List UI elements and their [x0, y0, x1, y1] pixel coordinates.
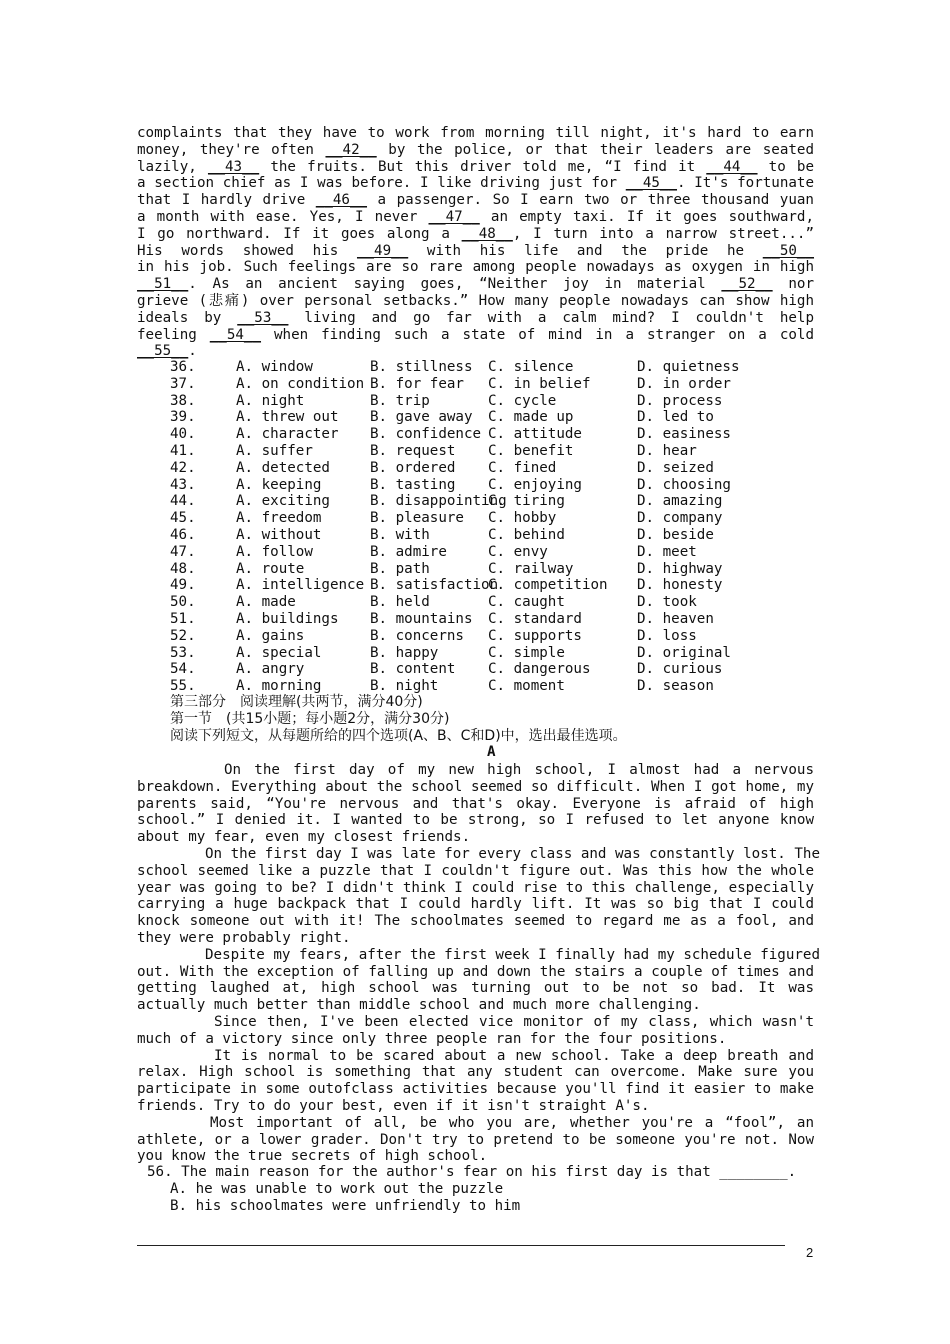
option-choice-d: D. quietness: [637, 359, 740, 375]
option-choice-a: A. intelligence: [236, 577, 365, 594]
option-number: 50.: [170, 594, 196, 611]
option-choice-d: D. season: [637, 678, 714, 695]
cloze-text: grieve (悲痛) over personal setbacks.” How many people nowadays can show high: [137, 293, 814, 309]
option-choice-a: A. without: [236, 527, 322, 543]
option-number: 41.: [170, 443, 196, 459]
option-choice-c: C. tiring: [488, 493, 565, 510]
option-choice-d: D. process: [637, 392, 723, 409]
option-choice-a: A. route: [236, 560, 305, 577]
passage-line: school.” I denied it. I wanted to be strong, so I refused to let anyone know: [137, 812, 814, 829]
option-number: 52.: [170, 627, 196, 644]
option-choice-b: B. admire: [370, 543, 447, 560]
option-choice-d: D. beside: [637, 527, 714, 543]
option-choice-c: C. in belief: [488, 375, 591, 392]
cloze-line: [137, 142, 814, 159]
cloze-line: [137, 192, 814, 209]
cloze-text: living and go far with a calm mind? I couldn't help: [288, 309, 814, 326]
option-number: 48.: [170, 560, 196, 577]
passage-line: It is normal to be scared about a new school. Take a deep breath and: [214, 1047, 814, 1064]
option-choice-d: D. in order: [637, 375, 731, 392]
option-choice-d: D. took: [637, 594, 697, 611]
option-choice-b: B. mountains: [370, 611, 473, 627]
option-choice-c: C. benefit: [488, 443, 574, 459]
cloze-text: that I hardly drive: [137, 192, 316, 209]
option-choice-b: B. pleasure: [370, 510, 464, 527]
option-choice-b: B. with: [370, 527, 430, 543]
option-choice-c: C. attitude: [488, 426, 582, 443]
cloze-blank: __45__: [625, 175, 678, 192]
option-choice-b: B. request: [370, 443, 456, 459]
option-number: 46.: [170, 527, 196, 543]
option-choice-d: D. meet: [637, 543, 697, 560]
cloze-blank: __47__: [428, 209, 480, 225]
cloze-text: lazily,: [137, 158, 208, 175]
passage-line: friends. Try to do your best, even if it isn't straight A's.: [137, 1098, 650, 1114]
passage-line: they were probably right.: [137, 930, 351, 946]
option-choice-a: A. gains: [236, 627, 305, 644]
option-number: 39.: [170, 409, 196, 426]
cloze-text: a month with ease. Yes, I never: [137, 209, 429, 225]
option-choice-d: D. led to: [637, 409, 714, 426]
passage-line: knock someone out with it! The schoolmates seemed to regard me as a fool, and: [137, 913, 814, 930]
option-choice-a: A. keeping: [236, 476, 322, 493]
option-choice-a: A. on condition: [236, 375, 365, 392]
option-choice-a: A. suffer: [236, 443, 313, 459]
cloze-blank: __43__: [207, 158, 260, 175]
option-choice-b: B. path: [370, 560, 430, 577]
cloze-text: feeling: [137, 326, 210, 343]
option-choice-a: A. exciting: [236, 493, 330, 510]
footer-divider: [137, 1245, 785, 1246]
cloze-blank: __53__: [237, 309, 289, 326]
page-number: 2: [806, 1245, 814, 1260]
cloze-text: a passenger. So I earn two or three thousand yuan: [367, 192, 814, 209]
option-choice-c: C. hobby: [488, 510, 557, 527]
option-number: 53.: [170, 644, 196, 661]
cloze-text: nor: [772, 276, 814, 293]
option-number: 45.: [170, 510, 196, 527]
option-choice-c: C. caught: [488, 594, 565, 611]
cloze-text: I go northward. If it goes along a: [137, 225, 462, 242]
passage-line: athlete, or a lower grader. Don't try to pretend to be someone you're not. Now: [137, 1131, 814, 1148]
cloze-line: [137, 343, 197, 360]
option-number: 54.: [170, 661, 196, 678]
option-choice-c: C. dangerous: [488, 661, 591, 678]
cloze-line: [137, 175, 814, 192]
cloze-line: [137, 226, 814, 243]
cloze-line: [137, 293, 814, 310]
option-choice-a: A. angry: [236, 661, 305, 678]
instruction-text: 阅读下列短文，从每题所给的四个选项(A、B、C和D)中，选出最佳选项。: [170, 728, 627, 744]
option-choice-d: D. easiness: [637, 426, 731, 443]
passage-line: actually much better than middle school and much more challenging.: [137, 997, 701, 1014]
option-choice-b: B. concerns: [370, 627, 464, 644]
option-choice-a: A. freedom: [236, 510, 322, 527]
cloze-line: [137, 327, 814, 344]
option-choice-a: A. character: [236, 426, 339, 443]
cloze-text: when finding such a state of mind in a stranger on a cold: [261, 326, 814, 343]
option-number: 38.: [170, 392, 196, 409]
cloze-text: complaints that they have to work from morning till night, it's hard to earn: [137, 125, 814, 141]
cloze-text: with his life and the pride he: [408, 242, 763, 259]
cloze-line: [137, 243, 814, 260]
cloze-blank: __44__: [706, 158, 758, 175]
passage-line: school seemed like a puzzle that I couldn't figure out. Was this how the whole: [137, 862, 814, 879]
question-option-a: A. he was unable to work out the puzzle: [170, 1181, 504, 1197]
option-choice-a: A. morning: [236, 678, 322, 695]
option-choice-b: B. satisfaction: [370, 577, 499, 594]
cloze-line: [137, 259, 814, 276]
cloze-blank: __49__: [356, 242, 409, 259]
option-choice-d: D. hear: [637, 443, 697, 459]
cloze-blank: __48__: [461, 225, 513, 242]
option-choice-a: A. special: [236, 644, 322, 661]
option-choice-c: C. supports: [488, 627, 582, 644]
option-number: 49.: [170, 577, 196, 594]
option-choice-a: A. threw out: [236, 409, 339, 426]
cloze-blank: __42__: [325, 141, 377, 158]
passage-line: On the first day I was late for every class and was constantly lost. The: [205, 846, 820, 862]
cloze-text: an empty taxi. If it goes southward,: [479, 209, 814, 225]
option-choice-d: D. curious: [637, 661, 723, 678]
cloze-text: , I turn into a narrow street...”: [512, 225, 814, 242]
cloze-text: a section chief as I was before. I like driving just for: [137, 175, 626, 192]
option-choice-c: C. envy: [488, 543, 548, 560]
passage-line: year was going to be? I didn't think I could rise to this challenge, especially: [137, 879, 814, 896]
option-choice-b: B. night: [370, 678, 439, 695]
option-number: 51.: [170, 611, 196, 627]
passage-label: A: [487, 744, 496, 760]
cloze-line: [137, 159, 814, 176]
passage-line: participate in some outofclass activities because you'll find it easier to make: [137, 1081, 814, 1098]
passage-line: breakdown. Everything about the school seemed so difficult. When I got home, my: [137, 778, 814, 795]
passage-line: Most important of all, be who you are, whether you're a “fool”, an: [210, 1114, 814, 1131]
cloze-text: to be: [757, 158, 814, 175]
question-stem: 56. The main reason for the author's fear on his first day is that ________.: [147, 1164, 797, 1180]
option-choice-c: C. cycle: [488, 392, 557, 409]
passage-line: out. With the exception of falling up and down the stairs a couple of times and: [137, 963, 814, 980]
option-choice-d: D. amazing: [637, 493, 723, 510]
option-choice-d: D. heaven: [637, 611, 714, 627]
option-choice-b: B. for fear: [370, 375, 464, 392]
cloze-text: .: [188, 343, 197, 360]
cloze-blank: __46__: [315, 192, 368, 209]
option-choice-b: B. trip: [370, 392, 430, 409]
cloze-line: [137, 125, 814, 142]
option-choice-d: D. highway: [637, 560, 723, 577]
cloze-line: [137, 276, 814, 293]
subsection-heading: 第一节 (共15小题；每小题2分，满分30分): [170, 711, 450, 727]
option-choice-d: D. original: [637, 644, 731, 661]
option-choice-c: C. moment: [488, 678, 565, 695]
passage-line: carrying a huge backpack that I could hardly lift. It was so big that I could: [137, 896, 814, 913]
option-choice-b: B. confidence: [370, 426, 482, 443]
option-choice-d: D. loss: [637, 627, 697, 644]
cloze-blank: __55__: [137, 343, 189, 360]
option-choice-c: C. standard: [488, 611, 582, 627]
option-choice-a: A. window: [236, 359, 313, 375]
passage-line: about my fear, even my closest friends.: [137, 829, 471, 846]
cloze-line: [137, 209, 814, 226]
cloze-text: ideals by: [137, 309, 238, 326]
option-number: 42.: [170, 459, 196, 476]
option-choice-c: C. railway: [488, 560, 574, 577]
cloze-blank: __51__: [137, 276, 189, 293]
cloze-text: . It's fortunate: [677, 175, 814, 192]
cloze-blank: __52__: [721, 276, 773, 293]
option-choice-a: A. detected: [236, 459, 330, 476]
option-choice-b: B. tasting: [370, 476, 456, 493]
cloze-text: in his job. Such feelings are so rare among people nowadays as oxygen in high: [137, 259, 814, 276]
option-choice-c: C. enjoying: [488, 476, 582, 493]
option-choice-b: B. held: [370, 594, 430, 611]
option-number: 47.: [170, 543, 196, 560]
passage-line: getting laughed at, high school was turning out to be not so bad. It was: [137, 980, 814, 997]
section-heading: 第三部分 阅读理解(共两节，满分40分): [170, 694, 423, 710]
passage-line: On the first day of my new high school, I almost had a nervous: [224, 762, 814, 778]
option-choice-c: C. simple: [488, 644, 565, 661]
passage-line: much of a victory since only three people ran for the four positions.: [137, 1030, 727, 1047]
cloze-text: the fruits. But this driver told me, “I find it: [259, 158, 707, 175]
cloze-blank: __50__: [762, 242, 814, 259]
passage-line: Since then, I've been elected vice monitor of my class, which wasn't: [214, 1014, 814, 1030]
option-choice-a: A. made: [236, 594, 296, 611]
passage-line: you know the true secrets of high school.: [137, 1148, 488, 1165]
option-number: 44.: [170, 493, 196, 510]
option-choice-c: C. behind: [488, 527, 565, 543]
option-number: 40.: [170, 426, 196, 443]
cloze-text: . As an ancient saying goes, “Neither joy in material: [188, 276, 722, 293]
passage-line: Despite my fears, after the first week I finally had my schedule figured: [205, 946, 820, 963]
option-choice-d: D. choosing: [637, 476, 731, 493]
passage-line: parents said, “You're nervous and that's okay. Everyone is afraid of high: [137, 795, 814, 812]
cloze-text: money, they're often: [137, 141, 326, 158]
option-number: 36.: [170, 359, 196, 375]
option-choice-d: D. honesty: [637, 577, 723, 594]
option-number: 55.: [170, 678, 196, 695]
option-number: 43.: [170, 476, 196, 493]
option-choice-d: D. company: [637, 510, 723, 527]
cloze-text: His words showed his: [137, 242, 357, 259]
option-choice-c: C. silence: [488, 359, 574, 375]
option-choice-b: B. gave away: [370, 409, 473, 426]
option-choice-c: C. fined: [488, 459, 557, 476]
option-choice-a: A. night: [236, 392, 305, 409]
option-choice-c: C. made up: [488, 409, 574, 426]
passage-line: relax. High school is something that any student can overcome. Make sure you: [137, 1064, 814, 1081]
option-choice-d: D. seized: [637, 459, 714, 476]
cloze-text: by the police, or that their leaders are seated: [376, 141, 814, 158]
question-option-b: B. his schoolmates were unfriendly to him: [170, 1198, 521, 1214]
option-choice-a: A. buildings: [236, 611, 339, 627]
option-choice-b: B. ordered: [370, 459, 456, 476]
cloze-line: [137, 310, 814, 327]
option-choice-b: B. stillness: [370, 359, 473, 375]
option-choice-b: B. happy: [370, 644, 439, 661]
option-number: 37.: [170, 375, 196, 392]
option-choice-a: A. follow: [236, 543, 313, 560]
option-choice-b: B. disappointing: [370, 493, 507, 510]
option-choice-c: C. competition: [488, 577, 608, 594]
option-choice-b: B. content: [370, 661, 456, 678]
cloze-blank: __54__: [209, 326, 262, 343]
